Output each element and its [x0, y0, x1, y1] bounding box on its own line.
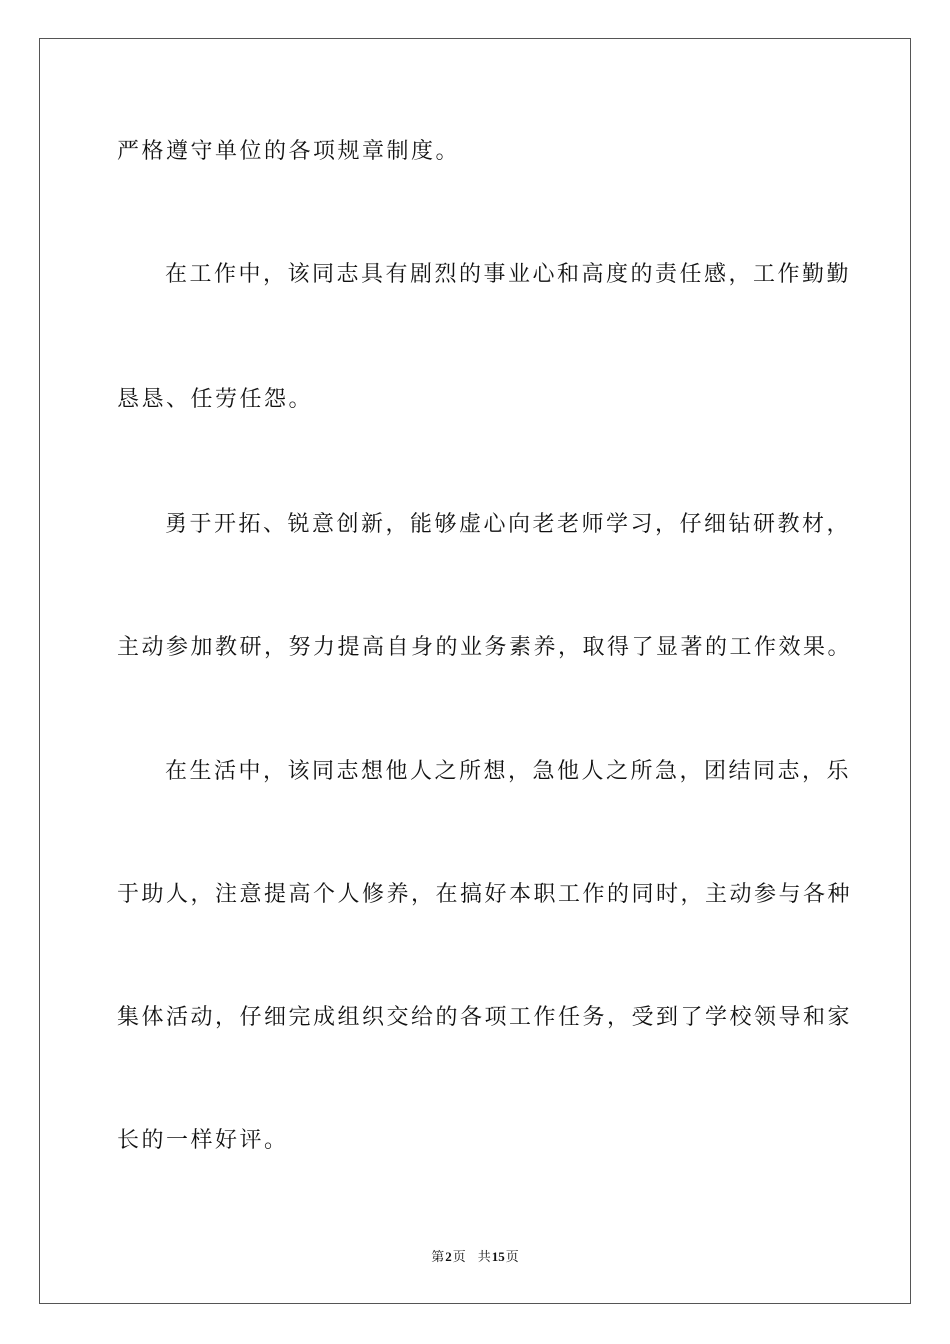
body-text-line: 严格遵守单位的各项规章制度。 — [117, 139, 461, 164]
body-text-line: 集体活动，仔细完成组织交给的各项工作任务，受到了学校领导和家 — [117, 1005, 853, 1030]
body-text-line: 主动参加教研，努力提高自身的业务素养，取得了显著的工作效果。 — [117, 635, 853, 660]
page-number: 2 — [445, 1249, 452, 1264]
body-text-line: 于助人，注意提高个人修养，在搞好本职工作的同时，主动参与各种 — [117, 882, 853, 907]
page-footer — [0, 1248, 950, 1267]
paragraph-first-line: 在工作中，该同志具有剧烈的事业心和高度的责任感，工作勤勤 — [165, 262, 852, 287]
body-text-line: 恳恳、任劳任怨。 — [117, 387, 314, 412]
body-text-line: 长的一样好评。 — [117, 1128, 289, 1153]
total-label-suffix: 页 — [505, 1250, 519, 1265]
total-label-prefix: 共 — [477, 1250, 491, 1265]
total-pages: 15 — [491, 1249, 505, 1264]
page-label-suffix: 页 — [452, 1250, 466, 1265]
page-label-prefix: 第 — [431, 1250, 445, 1265]
page-border — [39, 38, 911, 1304]
paragraph-first-line: 在生活中，该同志想他人之所想，急他人之所急，团结同志，乐 — [165, 759, 852, 784]
paragraph-first-line: 勇于开拓、锐意创新，能够虚心向老老师学习，仔细钻研教材， — [165, 512, 852, 537]
